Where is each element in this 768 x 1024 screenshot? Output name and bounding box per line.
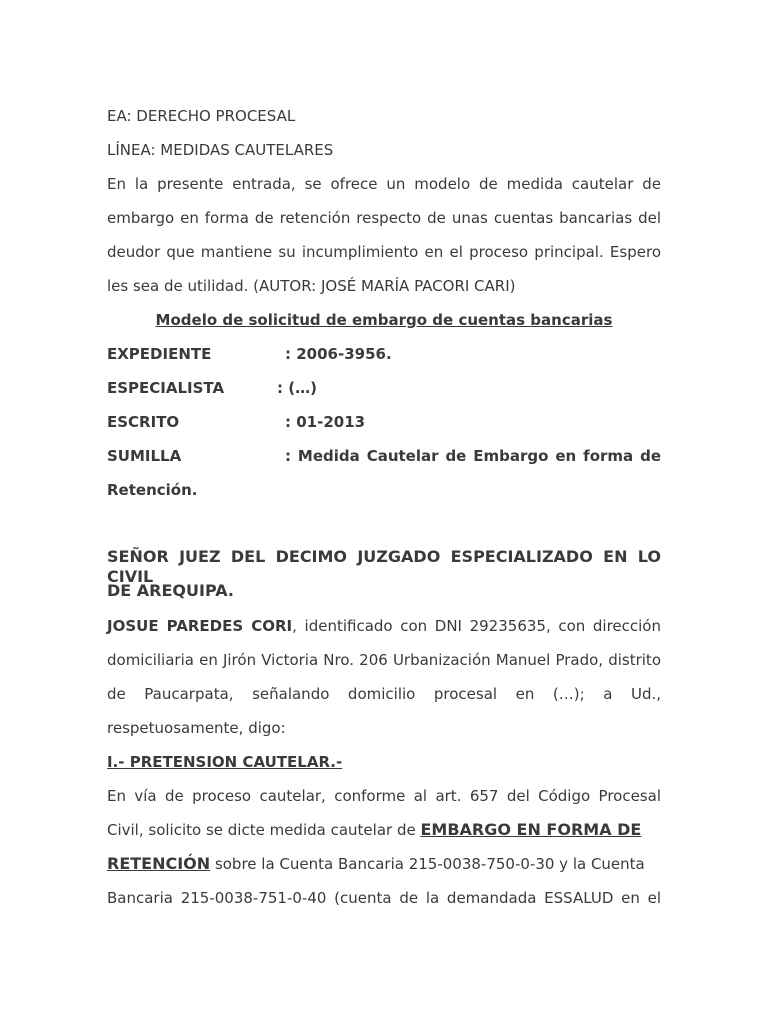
- especialista-label: ESPECIALISTA: [107, 379, 225, 397]
- escrito-value: : 01-2013: [285, 413, 366, 431]
- expediente-label: EXPEDIENTE: [107, 345, 212, 363]
- area-heading: EA: DERECHO PROCESAL: [107, 107, 296, 125]
- petitioner-line: domiciliaria en Jirón Victoria Nro. 206 Urbanización Manuel Prado, distrito: [107, 651, 661, 669]
- intro-line: deudor que mantiene su incumplimiento en el proceso principal. Espero: [107, 243, 661, 261]
- petitioner-line: de Paucarpata, señalando domicilio procesal en (…); a Ud.,: [107, 685, 661, 703]
- section-line: [107, 854, 645, 874]
- retencion-emphasis: RETENCIÓN: [107, 854, 211, 873]
- section-line: [107, 820, 641, 840]
- document-title: Modelo de solicitud de embargo de cuentas bancarias: [155, 311, 613, 329]
- escrito-label: ESCRITO: [107, 413, 180, 431]
- petitioner-id: , identificado con DNI 29235635, con dirección: [292, 617, 661, 635]
- addressee-line: SEÑOR JUEZ DEL DECIMO JUZGADO ESPECIALIZADO EN LO CIVIL: [107, 547, 661, 586]
- sumilla-label: SUMILLA: [107, 447, 182, 465]
- especialista-value: : (…): [277, 379, 317, 397]
- expediente-value: : 2006-3956.: [285, 345, 392, 363]
- petitioner-name: JOSUE PAREDES CORI: [107, 617, 293, 635]
- intro-line: les sea de utilidad. (AUTOR: JOSÉ MARÍA PACORI CARI): [107, 277, 516, 295]
- petitioner-line: [107, 616, 661, 636]
- sumilla-value-continued: Retención.: [107, 481, 198, 499]
- intro-line: En la presente entrada, se ofrece un modelo de medida cautelar de: [107, 175, 661, 193]
- embargo-emphasis: EMBARGO EN FORMA DE: [420, 820, 642, 839]
- section-heading: I.- PRETENSION CAUTELAR.-: [107, 753, 343, 771]
- section-text: Civil, solicito se dicte medida cautelar de: [107, 821, 421, 839]
- section-line: En vía de proceso cautelar, conforme al art. 657 del Código Procesal: [107, 787, 661, 805]
- intro-line: embargo en forma de retención respecto de unas cuentas bancarias del: [107, 209, 661, 227]
- linea-heading: LÍNEA: MEDIDAS CAUTELARES: [107, 141, 334, 159]
- petitioner-line: respetuosamente, digo:: [107, 719, 286, 737]
- addressee-line: DE AREQUIPA.: [107, 581, 234, 600]
- section-line: Bancaria 215-0038-751-0-40 (cuenta de la demandada ESSALUD en el: [107, 889, 661, 907]
- section-text: sobre la Cuenta Bancaria 215-0038-750-0-30 y la Cuenta: [210, 855, 645, 873]
- sumilla-value: : Medida Cautelar de Embargo en forma de: [285, 447, 661, 465]
